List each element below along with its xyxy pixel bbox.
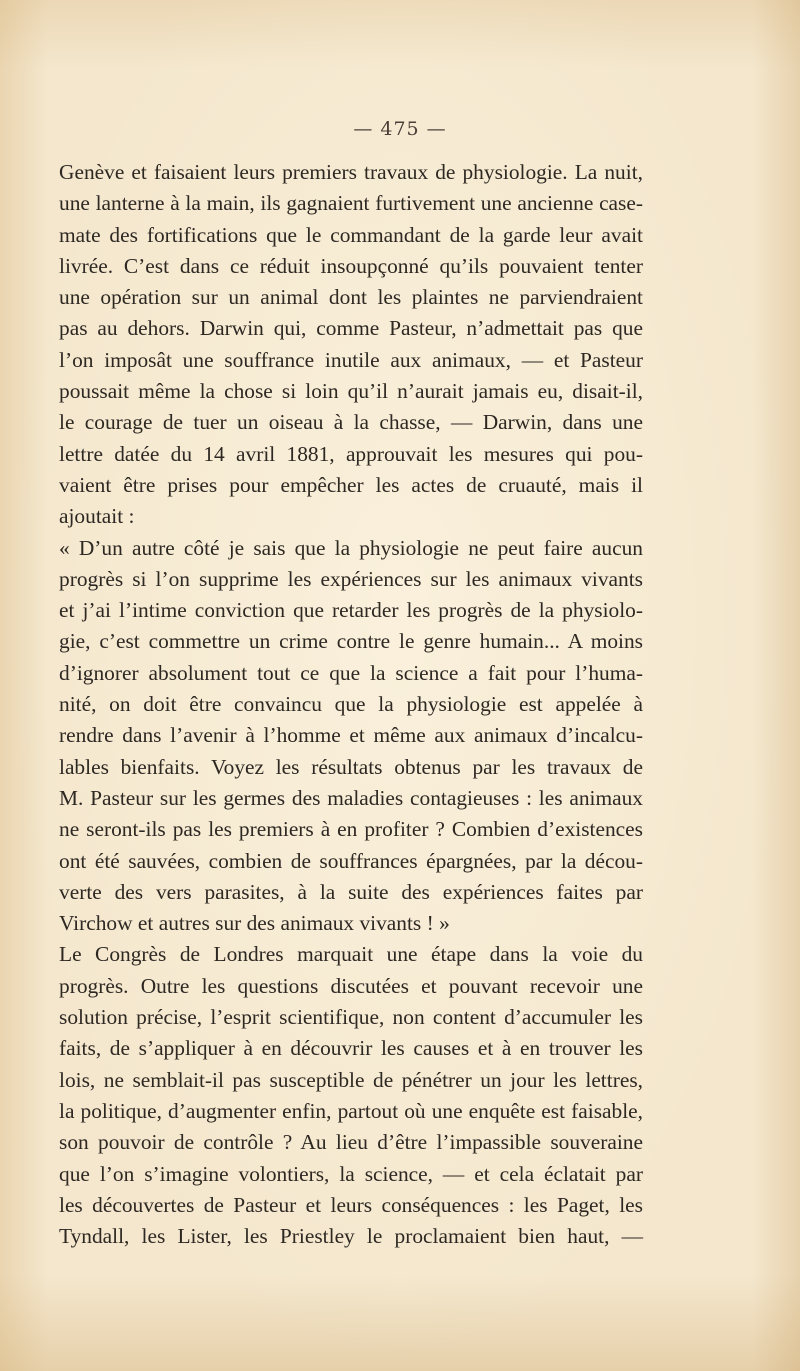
text-line: la politique, d’augmenter enfin, partout où une enquête est faisable,: [59, 1098, 643, 1123]
text-line: M. Pasteur sur les germes des maladies contagieuses : les animaux: [59, 785, 643, 810]
text-line: faits, de s’appliquer à en découvrir les causes et à en trouver les: [59, 1036, 643, 1061]
text-line: ne seront-ils pas les premiers à en profiter ? Combien d’existences: [59, 817, 643, 842]
text-line: livrée. C’est dans ce réduit insoupçonné qu’ils pouvaient tenter: [59, 253, 643, 278]
body-text: [59, 157, 643, 1252]
text-line: son pouvoir de contrôle ? Au lieu d’être l’impassible souveraine: [59, 1130, 643, 1155]
page-number: — 475 —: [353, 118, 447, 140]
text-line: ajoutait :: [59, 504, 135, 529]
text-line: progrès si l’on supprime les expériences sur les animaux vivants: [59, 566, 643, 591]
text-line: une lanterne à la main, ils gagnaient furtivement une ancienne case-: [59, 191, 643, 216]
text-line: gie, c’est commettre un crime contre le genre humain... A moins: [59, 629, 643, 654]
text-line: pas au dehors. Darwin qui, comme Pasteur, n’admettait pas que: [59, 316, 643, 341]
text-line: lois, ne semblait-il pas susceptible de pénétrer un jour les lettres,: [59, 1067, 643, 1092]
text-line: Genève et faisaient leurs premiers travaux de physiologie. La nuit,: [59, 160, 643, 184]
text-line: Tyndall, les Lister, les Priestley le proclamaient bien haut, —: [59, 1224, 643, 1249]
text-line: les découvertes de Pasteur et leurs conséquences : les Paget, les: [59, 1192, 643, 1217]
text-line: que l’on s’imagine volontiers, la science, — et cela éclatait par: [59, 1161, 643, 1186]
text-line: lables bienfaits. Voyez les résultats obtenus par les travaux de: [59, 754, 643, 779]
text-line: Virchow et autres sur des animaux vivants ! »: [59, 911, 450, 936]
text-line: rendre dans l’avenir à l’homme et même aux animaux d’incalcu-: [59, 723, 643, 748]
text-line: verte des vers parasites, à la suite des expériences faites par: [59, 879, 643, 904]
text-line: une opération sur un animal dont les plaintes ne parviendraient: [59, 285, 643, 310]
text-line: « D’un autre côté je sais que la physiologie ne peut faire aucun: [59, 535, 643, 560]
text-line: l’on imposât une souffrance inutile aux animaux, — et Pasteur: [59, 347, 643, 372]
text-line: lettre datée du 14 avril 1881, approuvait les mesures qui pou-: [59, 441, 643, 466]
text-line: progrès. Outre les questions discutées et pouvant recevoir une: [59, 973, 643, 998]
text-line: vaient être prises pour empêcher les actes de cruauté, mais il: [59, 472, 643, 497]
text-line: nité, on doit être convaincu que la physiologie est appelée à: [59, 692, 643, 717]
text-line: ont été sauvées, combien de souffrances épargnées, par la décou-: [59, 848, 643, 873]
text-line: Le Congrès de Londres marquait une étape dans la voie du: [59, 942, 643, 967]
text-line: solution précise, l’esprit scientifique, non content d’accumuler les: [59, 1005, 643, 1030]
text-line: poussait même la chose si loin qu’il n’aurait jamais eu, disait-il,: [59, 379, 643, 404]
text-line: et j’ai l’intime conviction que retarder les progrès de la physiolo-: [59, 598, 643, 623]
text-line: mate des fortifications que le commandant de la garde leur avait: [59, 222, 643, 247]
text-line: le courage de tuer un oiseau à la chasse, — Darwin, dans une: [59, 410, 643, 435]
text-line: d’ignorer absolument tout ce que la science a fait pour l’huma-: [59, 660, 643, 685]
